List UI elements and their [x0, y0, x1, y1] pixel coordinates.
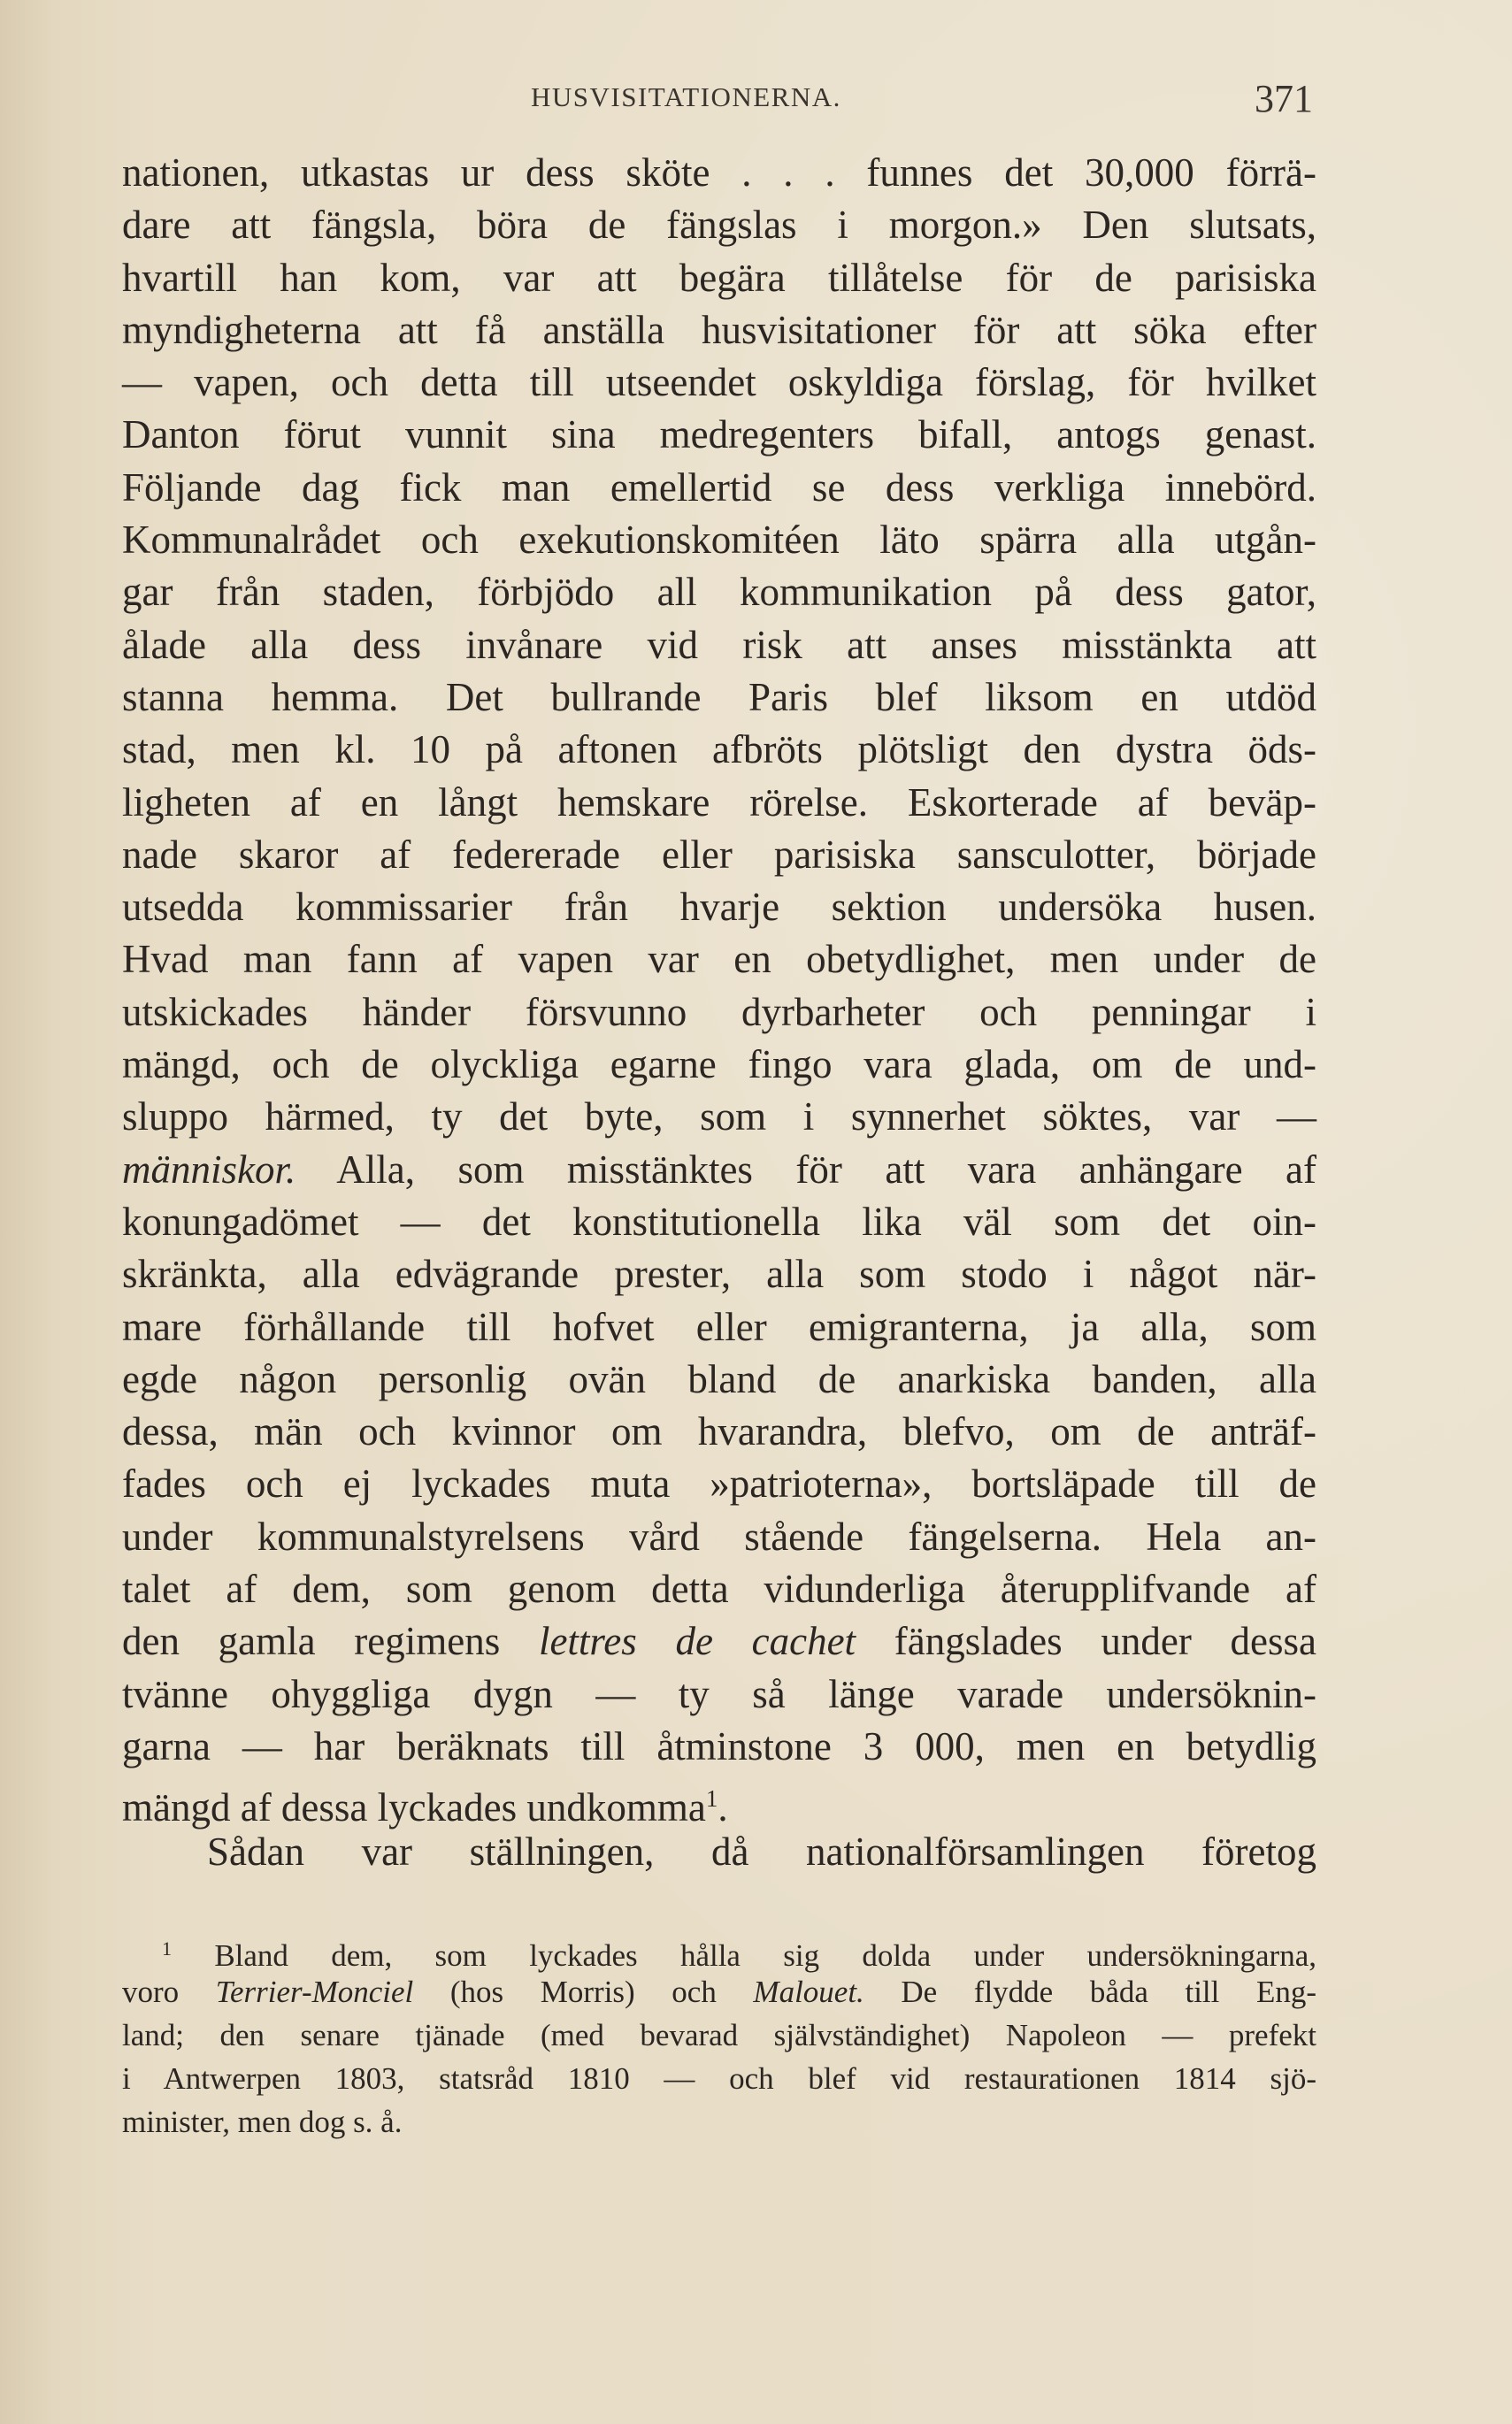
emphasis-text: Malouet. — [753, 1975, 864, 2009]
text-line: ligheten af en långt hemskare rörelse. Eskorterade af beväp- — [122, 779, 1316, 825]
text-segment: voro — [122, 1975, 216, 2009]
text-line: Danton förut vunnit sina medregenters bifall, antogs genast. — [122, 412, 1316, 457]
text-line: dare att fängsla, böra de fängslas i morgon.» Den slutsats, — [122, 203, 1316, 248]
text-line: — vapen, och detta till utseendet oskyldiga förslag, för hvilket — [122, 360, 1316, 405]
text-line: konungadömet — det konstitutionella lika väl som det oin- — [122, 1199, 1316, 1244]
page-number: 371 — [1255, 77, 1313, 120]
text-line: tvänne ohyggliga dygn — ty så länge varade undersöknin- — [122, 1671, 1316, 1716]
text-segment: Bland dem, som lyckades hålla sig dolda under undersökningarna, — [214, 1938, 1316, 1973]
text-line: under kommunalstyrelsens vård stående fängelserna. Hela an- — [122, 1514, 1316, 1559]
text-segment: den gamla regimens — [122, 1619, 539, 1664]
footnote-reference: 1 — [705, 1785, 718, 1813]
emphasis-text: Terrier-Monciel — [215, 1975, 414, 2009]
text-line: dessa, män och kvinnor om hvarandra, blefvo, om de anträf- — [122, 1409, 1316, 1454]
text-line — [122, 1615, 1316, 1668]
text-line: utskickades händer försvunno dyrbarheter och penningar i — [122, 989, 1316, 1034]
footnote-line — [122, 1927, 1316, 1973]
text-line: utsedda kommissarier från hvarje sektion undersöka husen. — [122, 885, 1316, 930]
footnote — [122, 1927, 1316, 2144]
text-line — [122, 1773, 1316, 1830]
text-segment: mängd af dessa lyckades undkomma — [122, 1785, 706, 1830]
text-line: Hvad man fann af vapen var en obetydlighet, men under de — [122, 937, 1316, 982]
text-line: nade skaror af federerade eller parisiska sansculotter, började — [122, 832, 1316, 877]
text-line: stad, men kl. 10 på aftonen afbröts plötsligt den dystra öds- — [122, 727, 1316, 772]
emphasis-text: människor. — [122, 1147, 296, 1192]
footnote-line: i Antwerpen 1803, statsråd 1810 — och blef vid restaurationen 1814 sjö- — [122, 2061, 1316, 2096]
text-segment: . — [718, 1785, 728, 1830]
body-text — [122, 147, 1316, 1878]
text-segment: fängslades under dessa — [856, 1619, 1316, 1664]
text-line: hvartill han kom, var att begära tillåtelse för de parisiska — [122, 255, 1316, 300]
text-segment: (hos Morris) och — [413, 1975, 754, 2009]
text-segment: De flydde båda till Eng- — [863, 1975, 1316, 2009]
text-line: sluppo härmed, ty det byte, som i synnerhet söktes, var — — [122, 1094, 1316, 1139]
text-line: mare förhållande till hofvet eller emigranterna, ja alla, som — [122, 1304, 1316, 1349]
running-head — [0, 77, 1512, 134]
text-line: fades och ej lyckades muta »patrioterna», bortsläpade till de — [122, 1461, 1316, 1507]
footnote-marker: 1 — [162, 1937, 172, 1960]
text-line: skränkta, alla edvägrande prester, alla som stodo i något när- — [122, 1252, 1316, 1297]
footnote-line — [122, 1970, 1316, 2014]
emphasis-text: lettres de cachet — [538, 1619, 856, 1664]
footnote-line: land; den senare tjänade (med bevarad självständighet) Napoleon — prefekt — [122, 2018, 1316, 2052]
text-segment: Alla, som misstänktes för att vara anhängare af — [295, 1147, 1316, 1192]
text-line: talet af dem, som genom detta vidunderliga återupplifvande af — [122, 1567, 1316, 1612]
text-line: gar från staden, förbjödo all kommunikation på dess gator, — [122, 570, 1316, 615]
text-line: stanna hemma. Det bullrande Paris blef liksom en utdöd — [122, 674, 1316, 719]
text-line: Sådan var ställningen, då nationalförsamlingen företog — [207, 1829, 1316, 1874]
running-title: HUSVISITATIONERNA. — [531, 81, 841, 112]
footnote-line: minister, men dog s. å. — [122, 2105, 403, 2139]
text-line: ålade alla dess invånare vid risk att anses misstänkta att — [122, 622, 1316, 667]
text-line: Kommunalrådet och exekutionskomitéen läto spärra alla utgån- — [122, 518, 1316, 563]
text-line: Följande dag fick man emellertid se dess verkliga innebörd. — [122, 464, 1316, 510]
text-line: mängd, och de olyckliga egarne fingo vara glada, om de und- — [122, 1042, 1316, 1087]
text-line: nationen, utkastas ur dess sköte . . . funnes det 30,000 förrä- — [122, 150, 1316, 195]
text-line — [122, 1144, 1316, 1196]
text-line: garna — har beräknats till åtminstone 3 000, men en betydlig — [122, 1723, 1316, 1768]
text-line: myndigheterna att få anställa husvisitationer för att söka efter — [122, 307, 1316, 352]
text-line: egde någon personlig ovän bland de anarkiska banden, alla — [122, 1356, 1316, 1401]
